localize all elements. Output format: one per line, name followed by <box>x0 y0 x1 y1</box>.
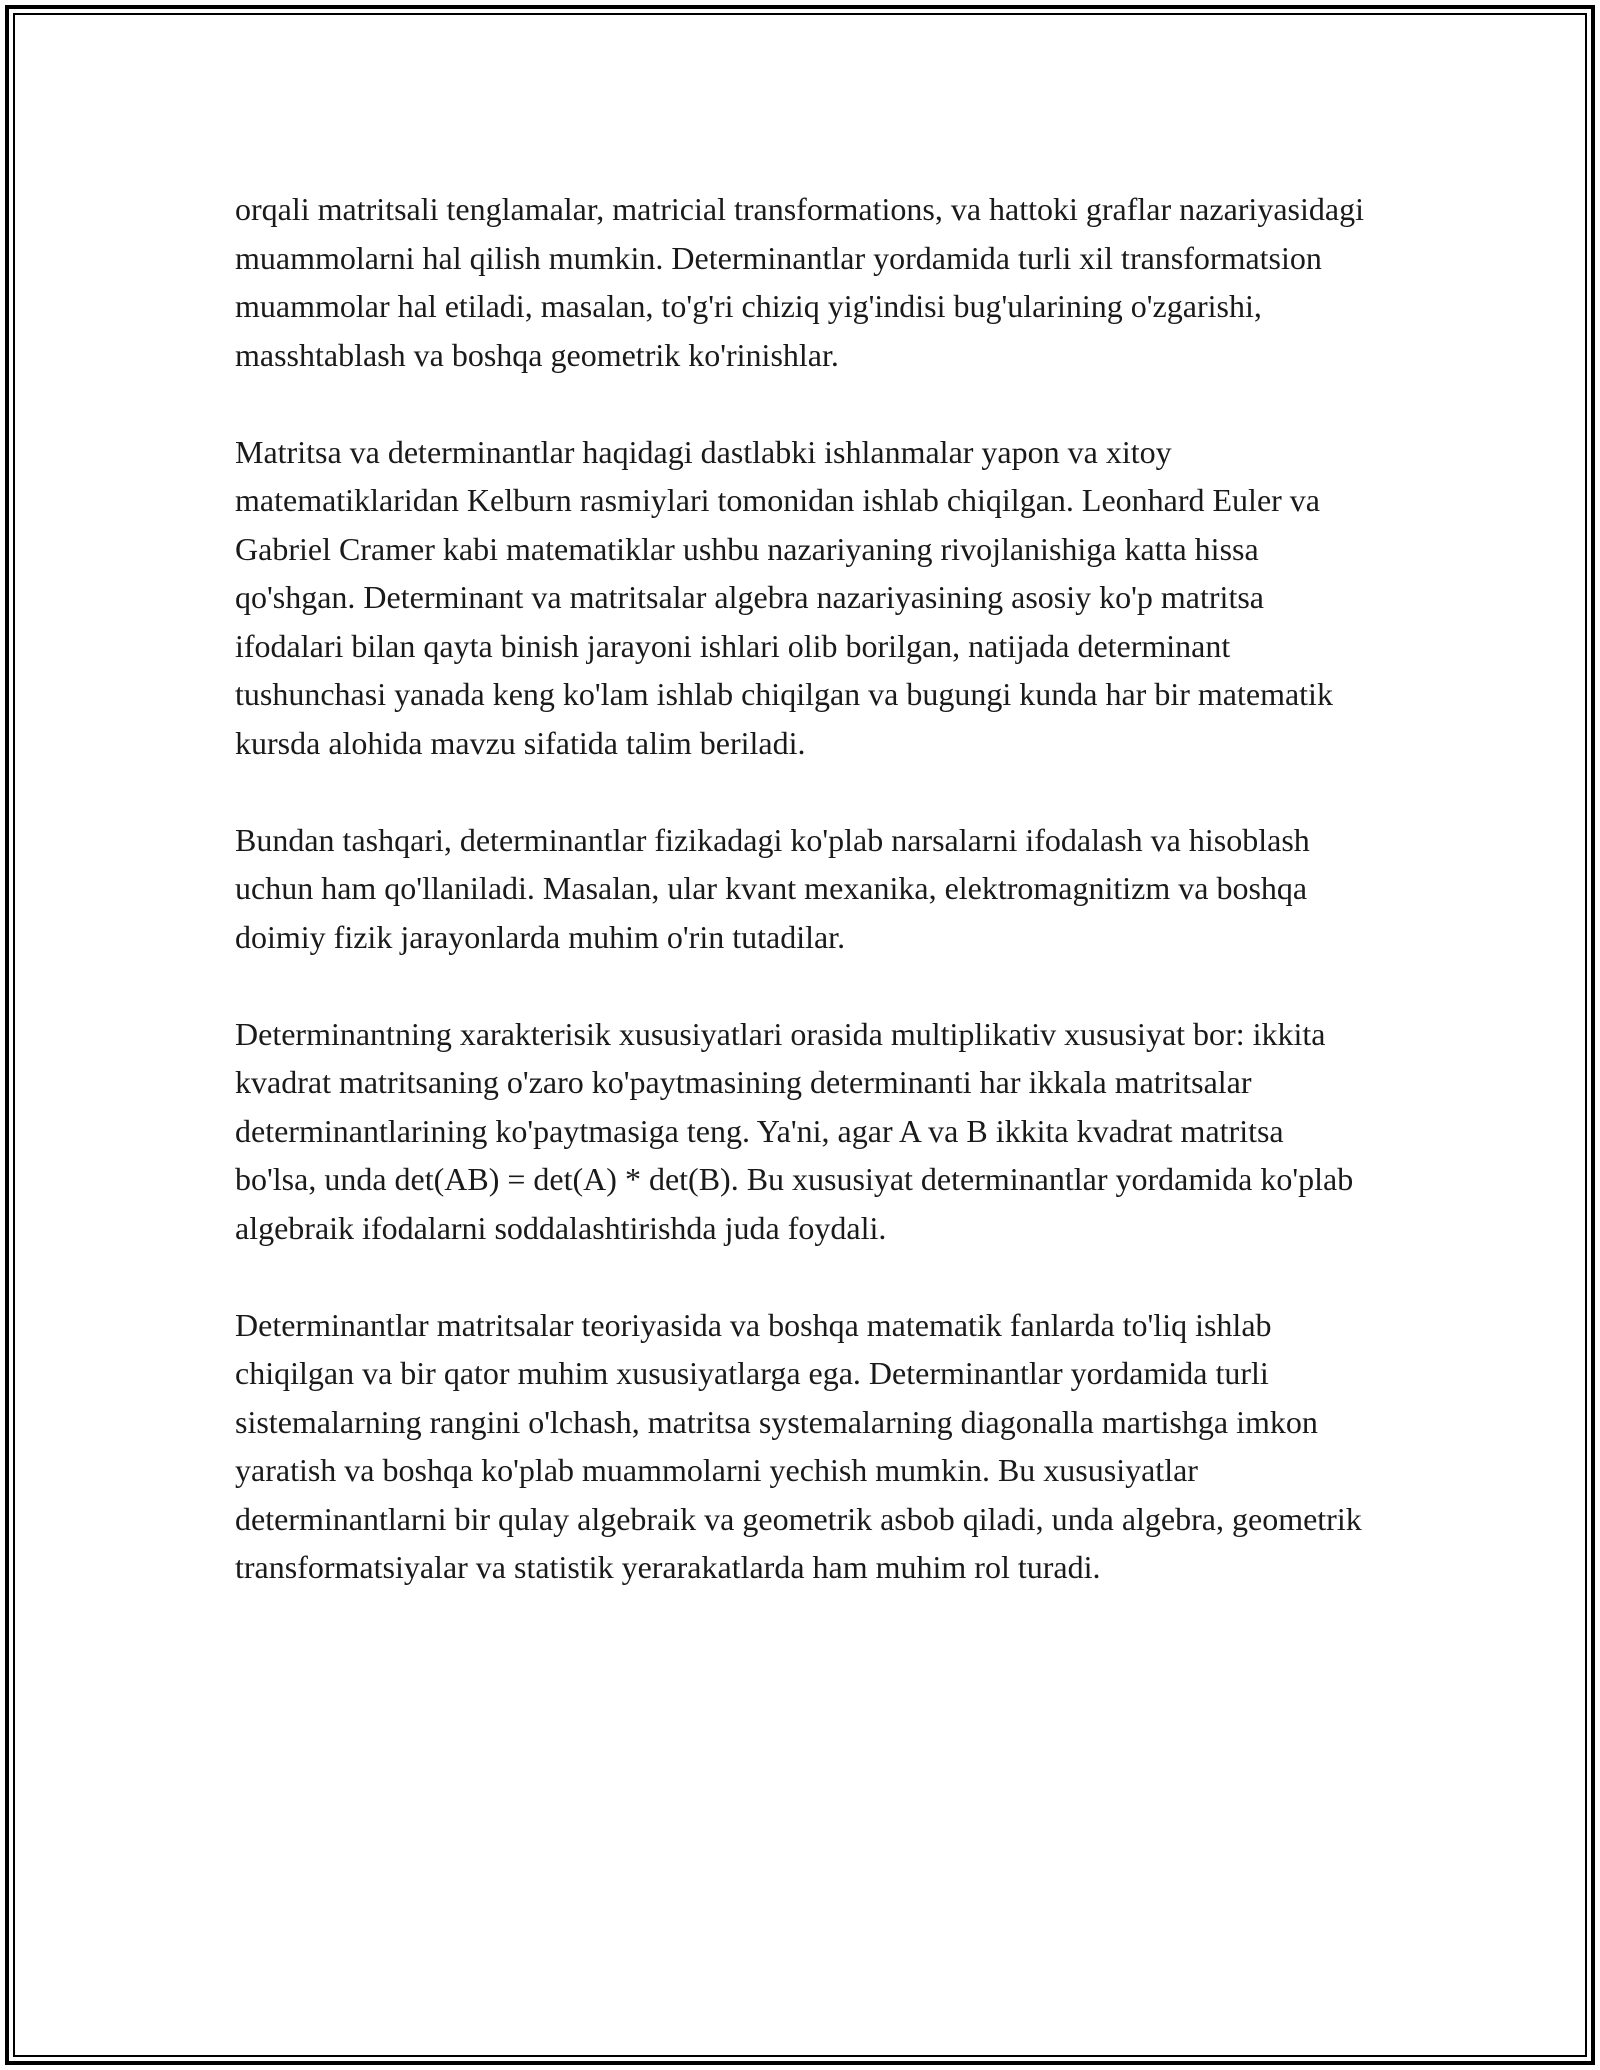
paragraph-3: Bundan tashqari, determinantlar fizikadagi ko'plab narsalarni ifodalash va hisoblash uchun ham qo'llaniladi. Masalan, ular kvant mexanika, elektromagnitizm va boshqa doimiy fizik jarayonlarda muhim o'rin tutadilar. <box>235 821 1310 955</box>
paragraph-1: orqali matritsali tenglamalar, matricial transformations, va hattoki graflar nazariyasidagi muammolarni hal qilish mumkin. Determinantlar yordamida turli xil transformatsion muammolar hal etiladi, masalan, to'g'ri chiziq yig'indisi bug'ularining o'zgarishi, masshtablash va boshqa geometrik ko'rinishlar. <box>235 191 1364 373</box>
paragraph-4: Determinantning xarakterisik xususiyatlari orasida multiplikativ xususiyat bor: ikkita kvadrat matritsaning o'zaro ko'paytmasining determinanti har ikkala matritsalar determinantlarining ko'paytmasiga teng. Ya'ni, agar A va B ikkita kvadrat matritsa bo'lsa, unda det(AB) = det(A) * det(B). Bu xususiyat determinantlar yordamida ko'plab algebraik ifodalarni soddalashtirishda juda foydali. <box>235 1015 1354 1246</box>
paragraph-2: Matritsa va determinantlar haqidagi dastlabki ishlanmalar yapon va xitoy matematiklaridan Kelburn rasmiylari tomonidan ishlab chiqilgan. Leonhard Euler va Gabriel Cramer kabi matematiklar ushbu nazariyaning rivojlanishiga katta hissa qo'shgan. Determinant va matritsalar algebra nazariyasining asosiy ko'p matritsa ifodalari bilan qayta binish jarayoni ishlari olib borilgan, natijada determinant tushunchasi yanada keng ko'lam ishlab chiqilgan va bugungi kunda har bir matematik kursda alohida mavzu sifatida talim beriladi. <box>235 433 1333 761</box>
document-body <box>235 185 1365 1640</box>
paragraph-5: Determinantlar matritsalar teoriyasida va boshqa matematik fanlarda to'liq ishlab chiqilgan va bir qator muhim xususiyatlarga ega. Determinantlar yordamida turli sistemalarning rangini o'lchash, matritsa systemalarning diagonalla martishga imkon yaratish va boshqa ko'plab muammolarni yechish mumkin. Bu xususiyatlar determinantlarni bir qulay algebraik va geometrik asbob qiladi, unda algebra, geometrik transformatsiyalar va statistik yerarakatlarda ham muhim rol turadi. <box>235 1306 1362 1585</box>
